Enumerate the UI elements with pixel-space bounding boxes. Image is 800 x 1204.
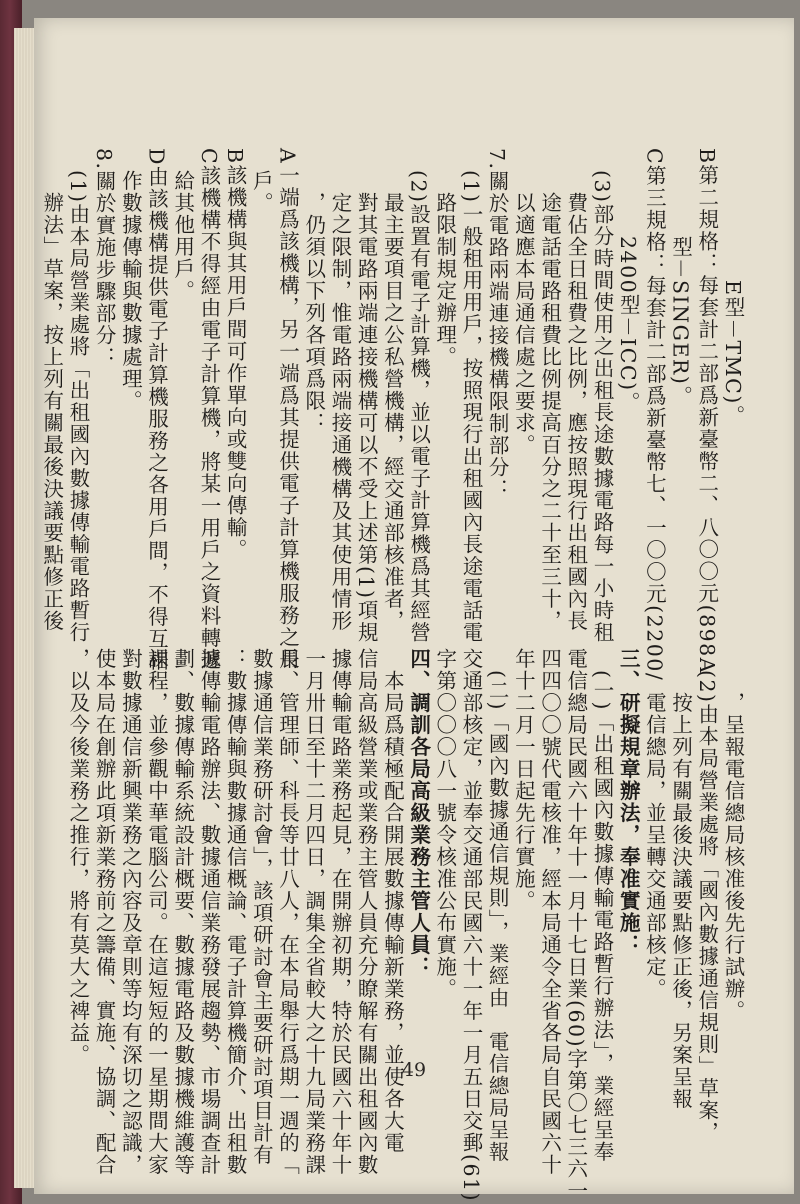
lower-text-line: 據傳輸電路業務起見，在開辦初期，特於民國六十年十 [327, 648, 352, 1176]
lower-text-line: 信局高級營業或業務主管人員充分瞭解有關出租國內數 [354, 648, 379, 1176]
lower-text-line: 交通部核定，並奉交通部民國六十一年一月五日交郵(61) [458, 648, 483, 1203]
upper-text-line: D由該機構提供電子計算機服務之各用戶間，不得互相 [144, 148, 169, 672]
upper-text-line: A一端爲該機構，另一端爲其提供電子計算機服務之用 [275, 148, 300, 671]
lower-text-line: (二)「國內數據通信規則」，業經由 電信總局呈報 [485, 648, 510, 1163]
lower-text-line: 據傳輸電路辦法、數據通信業務發展趨勢、市場調查計 [196, 648, 221, 1176]
upper-text-line: 以適應本局通信處之要求。 [511, 148, 536, 456]
lower-text-line: 三、研擬規章辦法，奉准實施： [616, 648, 641, 956]
upper-text-line: B該機構與其用戶間可作單向或雙向傳輸。 [223, 148, 248, 561]
upper-text-line: 對其電路兩端連接機構可以不受上述第(1)項規 [354, 148, 379, 644]
lower-text-line: 電信總局，並呈轉交通部核定。 [642, 648, 667, 1000]
upper-text-line: C第三規格：每套計二部爲新臺幣七、一〇〇元(2200/ [642, 148, 667, 682]
upper-text-block [39, 148, 746, 682]
upper-text-line: (2)設置有電子計算機，並以電子計算機爲其經營 [406, 148, 431, 644]
upper-text-line: 2400型－ICC)。 [616, 148, 641, 414]
lower-text-line: 四四〇〇號代電核准，經本局通令全省各局自民國六十 [537, 648, 562, 1176]
lower-text-line: 一月卅日至十二月四日，調集全省較大之十九局業務課 [301, 648, 326, 1176]
upper-text-line: 最主要項目之公私營機構，經交通部核准者， [380, 148, 405, 632]
lower-text-line: 長、管理師、科長等廿八人，在本局舉行爲期一週的「 [275, 648, 300, 1176]
lower-text-line: 對數據通信新興業務之內容及章則等均有深切之認識， [118, 648, 143, 1176]
upper-text-line: 路限制規定辦理。 [432, 148, 457, 368]
lower-text-line: ，呈報電信總局核准後先行試辦。 [721, 648, 745, 1022]
upper-header-line: E型－TMC)。 [721, 148, 745, 427]
upper-text-line: (3)部分時間使用之出租長途數據電路每一小時租 [589, 148, 614, 644]
lower-text-line: 按上列有關最後決議要點修正後，另案呈報 [668, 648, 693, 1110]
lower-text-line: 電信總局民國六十年十一月十七日業(60)字第〇七三六一 [563, 648, 588, 1203]
lower-text-line: 字第〇〇〇八一號令核准公布實施。 [432, 648, 457, 1000]
upper-text-line: (1)由本局營業處將「出租國內數據傳輸電路暫行 [65, 148, 90, 644]
page [34, 18, 794, 1203]
upper-text-line: 費佔全日租費之比例，應按照現行出租國內長 [563, 148, 588, 632]
upper-text-line: 辦法」草案，按上列有關最後決議要點修正後 [39, 148, 64, 632]
lower-text-line: 年十二月一日起先行實施。 [511, 648, 536, 912]
lower-text-line: 課程，並參觀中華電腦公司。在這短短的一星期間大家 [144, 648, 169, 1176]
lower-text-line: (2)由本局營業處將「國內數據通信規則」草案， [694, 648, 719, 1144]
lower-text-line: 使本局在創辦此項新業務前之籌備、實施、協調、配合 [92, 648, 117, 1176]
lower-text-line: ：數據傳輸與數據通信概論、電子計算機簡介、出租數 [223, 648, 248, 1176]
page-number: 49 [401, 1059, 427, 1081]
lower-text-line: ，以及今後業務之推行，將有莫大之裨益。 [65, 648, 90, 1066]
lower-text-line: 劃、數據傳輸系統設計概要、數據電路及數據機維護等 [170, 648, 195, 1176]
upper-text-line: 途電話電路租費比例提高百分之二十至三十， [537, 148, 562, 632]
upper-text-line: 型－SINGER)。 [668, 148, 693, 408]
upper-text-line: 定之限制，惟電路兩端接通機構及其使用情形 [327, 148, 352, 632]
upper-text-line: 7.關於電路兩端連接機構限制部分： [485, 148, 510, 501]
upper-text-line: 給其他用戶。 [170, 148, 195, 302]
lower-text-line: (一)「出租國內數據傳輸電路暫行辦法」，業經呈奉 [589, 648, 614, 1163]
upper-text-line: (1)一般租用用戶，按照現行出租國內長途電話電 [458, 148, 483, 644]
upper-text-line: ，仍須以下列各項爲限： [301, 148, 326, 434]
upper-text-line: 8.關於實施步驟部分： [92, 148, 117, 369]
upper-text-line: C該機構不得經由電子計算機，將某一用戶之資料轉遞 [196, 148, 221, 672]
lower-text-line: 本局爲積極配合開展數據傳輸新業務，並使各大電 [380, 648, 405, 1154]
lower-text-line: 數據通信業務研討會」，該項研討會主要研討項目計有 [249, 648, 274, 1166]
lower-text-line: 四、調訓各局高級業務主管人員： [406, 648, 431, 978]
upper-text-line: 作數據傳輸與數據處理。 [118, 148, 143, 412]
upper-text-line: B第二規格：每套計二部爲新臺幣二、八〇〇元(898A [694, 148, 719, 674]
upper-text-line: 戶。 [249, 148, 274, 214]
